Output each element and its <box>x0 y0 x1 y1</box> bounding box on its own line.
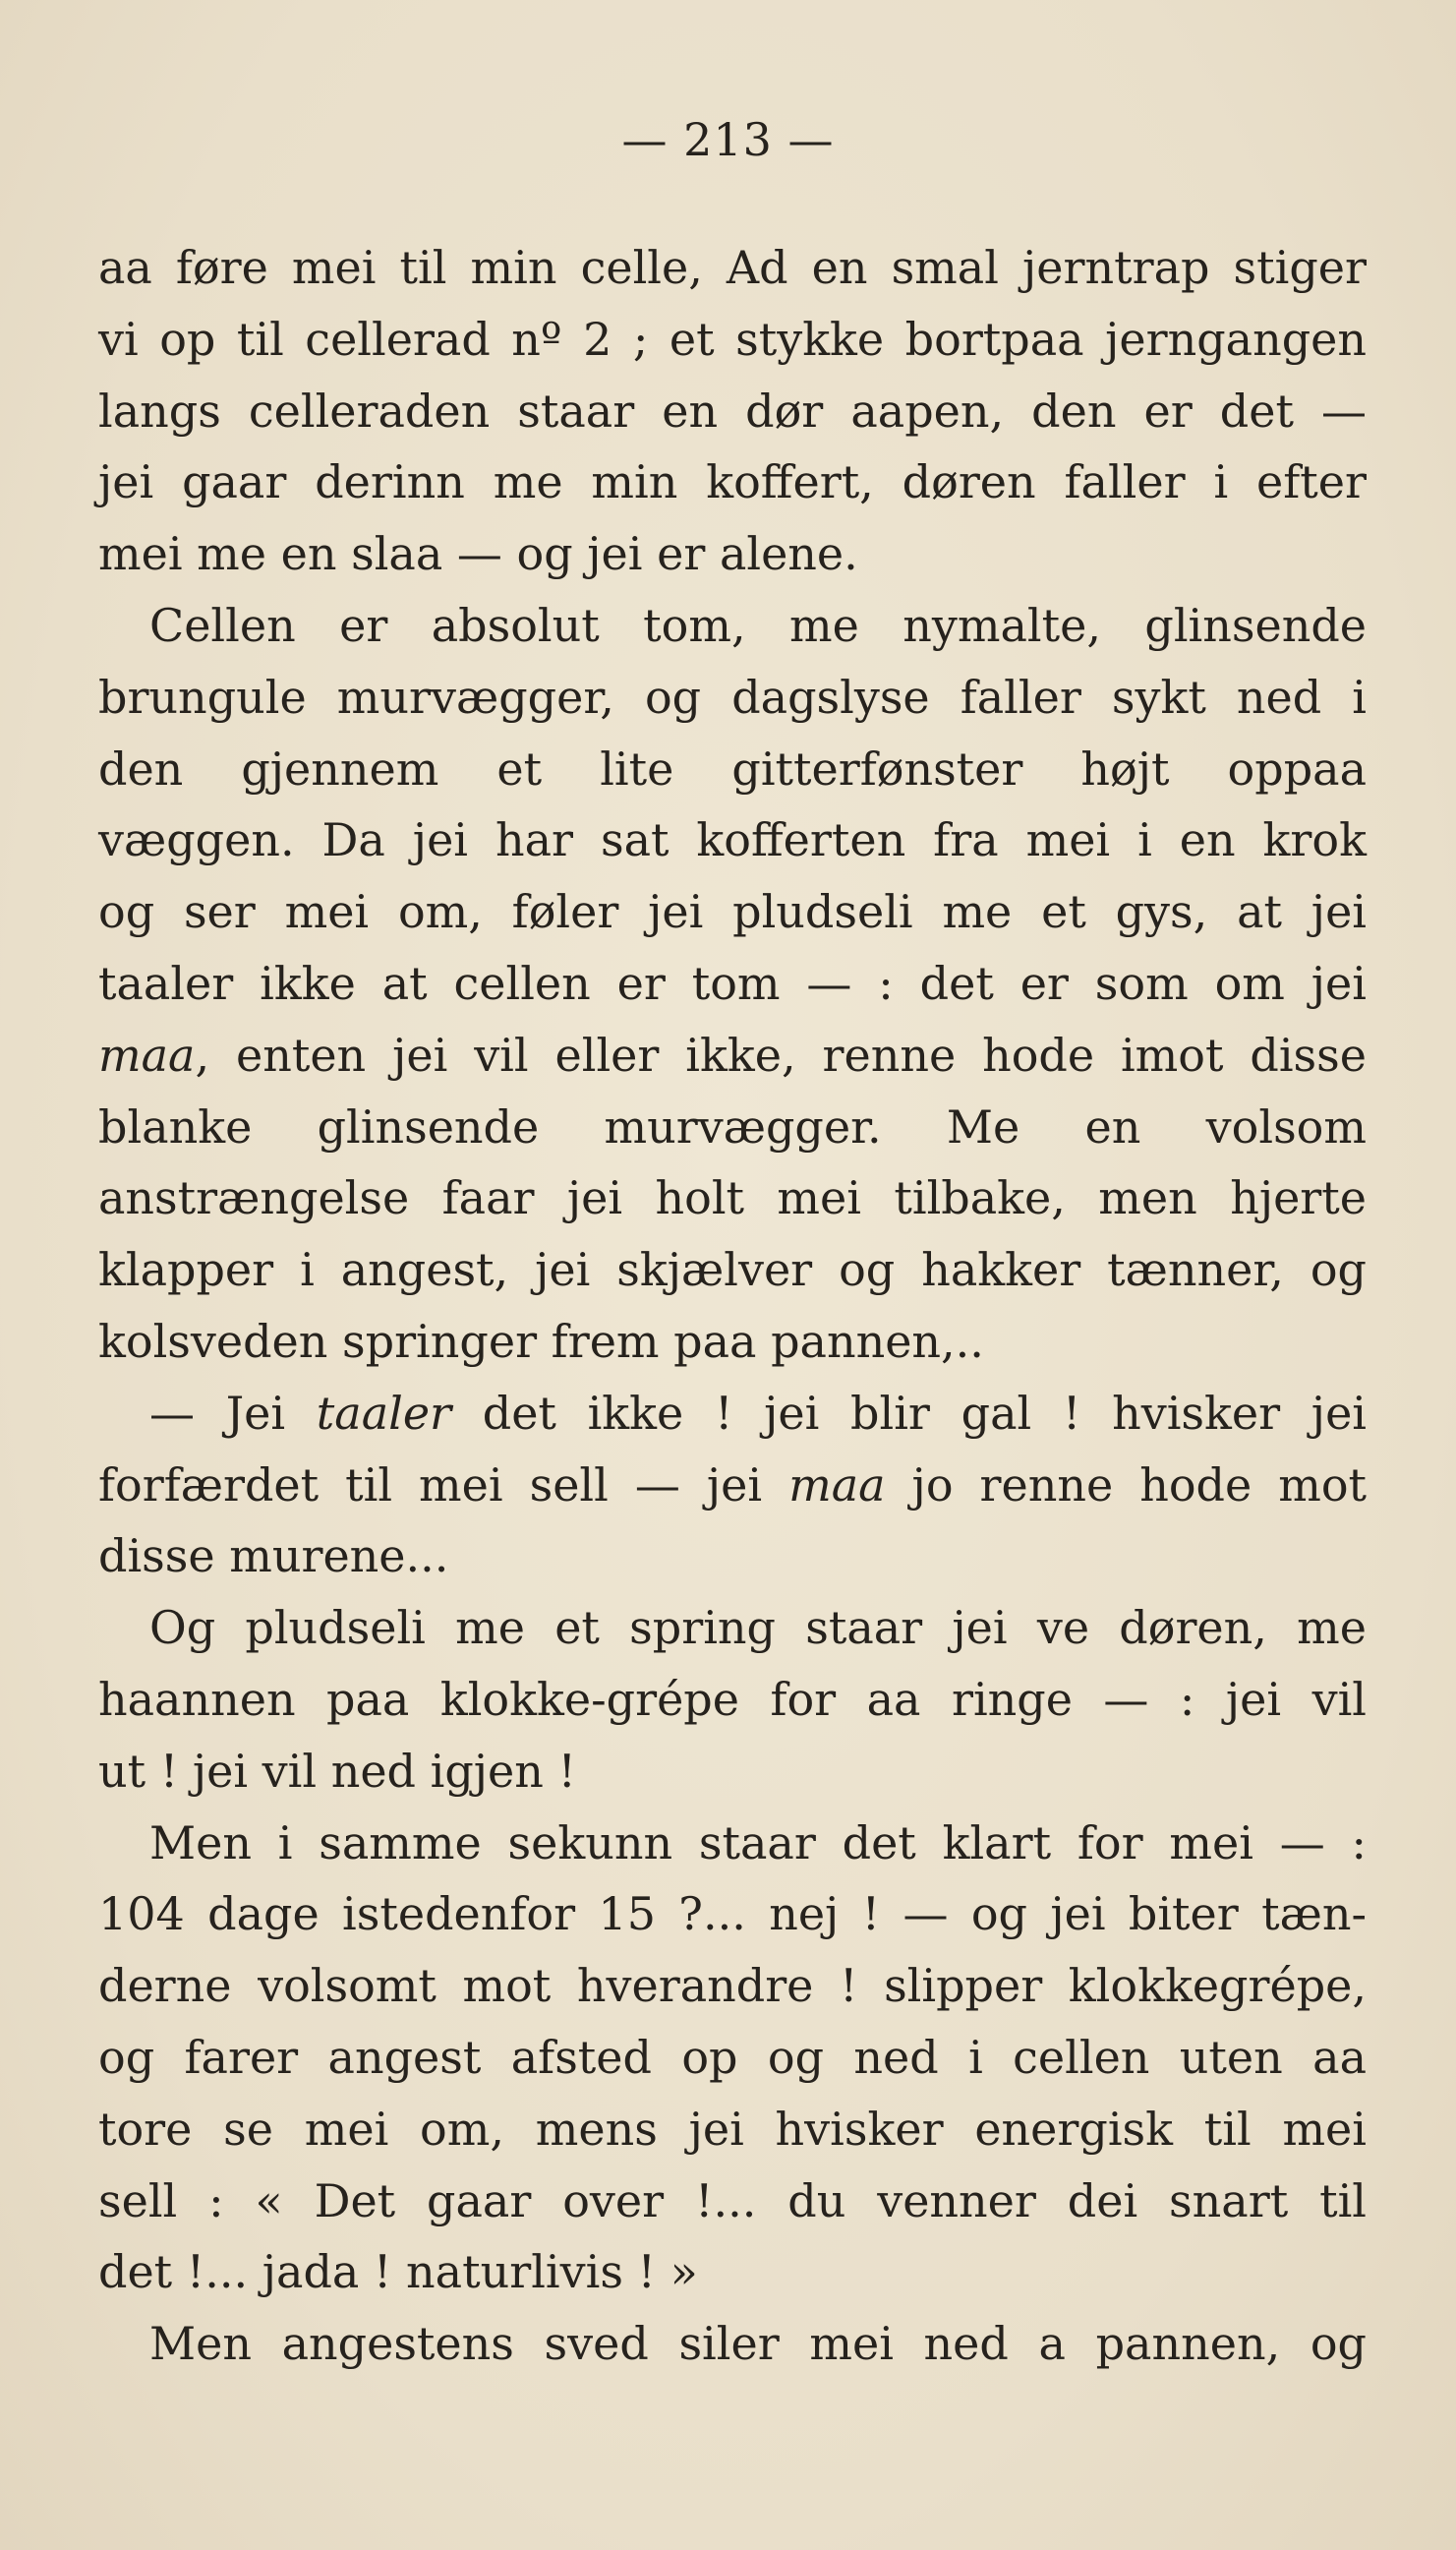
text-line: ut ! jei vil ned igjen ! <box>98 1744 576 1798</box>
text-line: Men angestens sved siler mei ned a pannen, og <box>149 2317 1367 2371</box>
text-line: det !... jada ! naturlivis ! » <box>98 2245 698 2299</box>
text-line: taaler ikke at cellen er tom — : det er som om jei <box>98 956 1367 1010</box>
text-line: tore se mei om, mens jei hvisker energisk til mei <box>98 2102 1367 2156</box>
text-line: Cellen er absolut tom, me nymalte, glinsende <box>149 598 1367 652</box>
body-text <box>98 232 1367 2380</box>
text-line: vi op til cellerad nº 2 ; et stykke bortpaa jerngangen <box>98 312 1367 366</box>
text-line: sell : « Det gaar over !... du venner dei snart til <box>98 2173 1367 2227</box>
text-line: aa føre mei til min celle, Ad en smal jerntrap stiger <box>98 241 1367 294</box>
text-line: Og pludseli me et spring staar jei ve døren, me <box>149 1601 1367 1655</box>
text-line: brungule murvægger, og dagslyse faller sykt ned i <box>98 670 1367 724</box>
text-line: og farer angest afsted op og ned i cellen uten aa <box>98 2030 1367 2084</box>
text-line: jei gaar derinn me min koffert, døren faller i efter <box>98 455 1367 509</box>
text-line: klapper i angest, jei skjælver og hakker tænner, og <box>98 1243 1367 1297</box>
text-line: derne volsomt mot hverandre ! slipper klokkegrépe, <box>98 1959 1367 2013</box>
text-line: blanke glinsende murvægger. Me en volsom <box>98 1099 1367 1154</box>
text-line: — Jei taaler det ikke ! jei blir gal ! hvisker jei <box>149 1386 1367 1440</box>
text-line: haannen paa klokke-grépe for aa ringe — : jei vil <box>98 1672 1367 1726</box>
text-line: væggen. Da jei har sat kofferten fra mei i en krok <box>98 813 1367 867</box>
emphasis: maa <box>98 1028 196 1082</box>
text-line: forfærdet til mei sell — jei maa jo renne hode mot <box>98 1457 1368 1512</box>
text-line: maa, enten jei vil eller ikke, renne hode imot disse <box>98 1028 1367 1082</box>
emphasis: taaler <box>316 1386 452 1440</box>
text-line: og ser mei om, føler jei pludseli me et gys, at jei <box>98 885 1367 939</box>
text-line: langs celleraden staar en dør aapen, den er det — <box>98 384 1367 438</box>
text-line: disse murene... <box>98 1529 449 1583</box>
text-line: Men i samme sekunn staar det klart for mei — : <box>149 1815 1367 1869</box>
text-line: kolsveden springer frem paa pannen,.. <box>98 1314 984 1368</box>
text-line: den gjennem et lite gitterfønster højt oppaa <box>98 741 1367 796</box>
text-line: 104 dage istedenfor 15 ?... nej ! — og jei biter tæn- <box>98 1887 1367 1941</box>
text-line: anstrængelse faar jei holt mei tilbake, men hjerte <box>98 1171 1367 1225</box>
text-line: mei me en slaa — og jei er alene. <box>98 527 858 581</box>
page-number: — 213 — <box>621 113 835 166</box>
emphasis: maa <box>788 1457 886 1512</box>
